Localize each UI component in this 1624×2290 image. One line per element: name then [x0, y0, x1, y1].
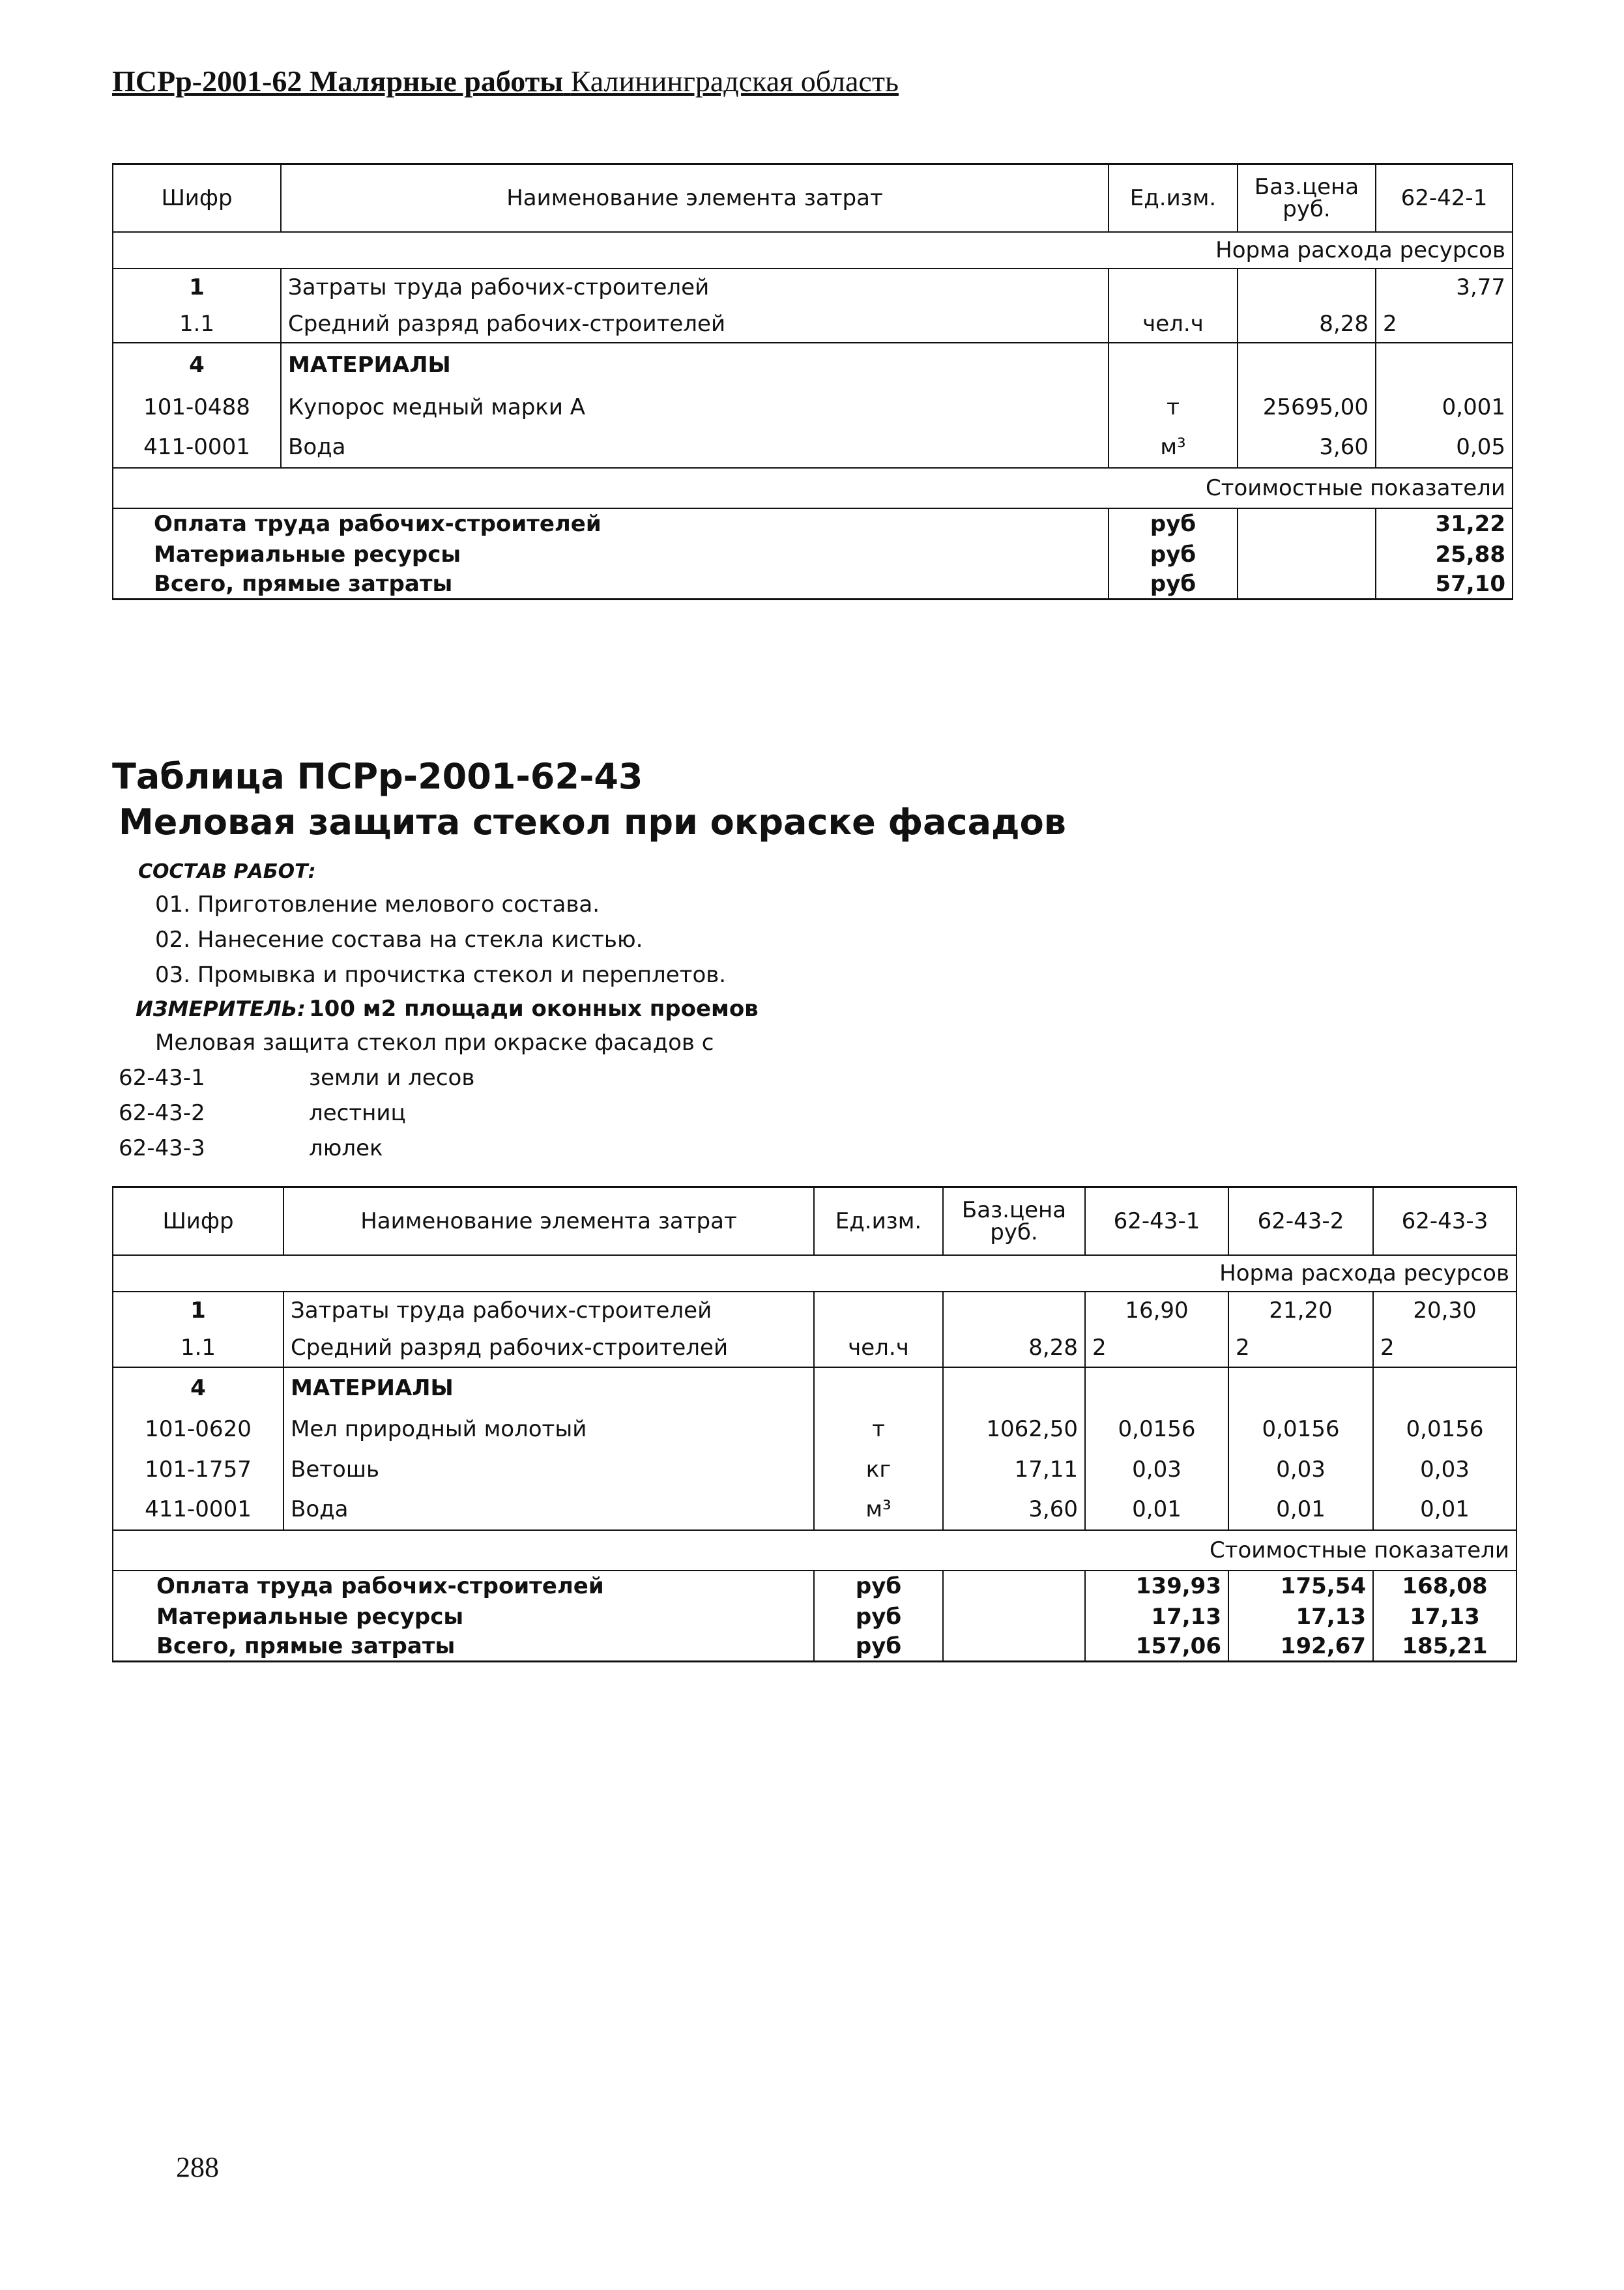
row-name: МАТЕРИАЛЫ	[281, 343, 1109, 387]
total-unit: руб	[814, 1602, 943, 1632]
row-value-1: 2	[1085, 1329, 1228, 1367]
row-value: 2	[1376, 306, 1513, 343]
totals-row	[113, 508, 1513, 540]
row-name: Затраты труда рабочих-строителей	[283, 1292, 814, 1329]
row-value-2: 0,0156	[1228, 1409, 1373, 1449]
row-price: 3,60	[943, 1490, 1085, 1530]
total-value-3: 17,13	[1373, 1602, 1516, 1632]
row-name: Средний разряд рабочих-строителей	[281, 306, 1109, 343]
section-desc: Меловая защита стекол при окраске фасадов с	[155, 1030, 714, 1056]
total-unit: руб	[1109, 570, 1238, 600]
total-value-1: 157,06	[1085, 1632, 1228, 1662]
table-row	[113, 1409, 1516, 1449]
total-name: Оплата труда рабочих-строителей	[113, 1571, 814, 1602]
row-value-3: 20,30	[1373, 1292, 1516, 1329]
row-code: 1.1	[113, 1329, 283, 1367]
row-name: Затраты труда рабочих-строителей	[281, 268, 1109, 306]
total-value-3: 168,08	[1373, 1571, 1516, 1602]
table-row	[113, 1329, 1516, 1367]
row-unit: чел.ч	[814, 1329, 943, 1367]
row-code: 1	[113, 1292, 283, 1329]
row-unit	[814, 1292, 943, 1329]
row-price: 3,60	[1238, 428, 1376, 468]
row-value-2: 2	[1228, 1329, 1373, 1367]
row-price: 8,28	[1238, 306, 1376, 343]
page-number: 288	[176, 2151, 219, 2183]
row-name: Средний разряд рабочих-строителей	[283, 1329, 814, 1367]
variant-code: 62-43-3	[119, 1135, 205, 1161]
total-value: 25,88	[1376, 540, 1513, 570]
row-value-1: 0,03	[1085, 1449, 1228, 1490]
total-unit: руб	[814, 1632, 943, 1662]
section-title: Таблица ПСРр-2001-62-43	[112, 756, 643, 797]
total-name: Всего, прямые затраты	[113, 570, 1109, 600]
total-value: 31,22	[1376, 508, 1513, 540]
row-name: Вода	[283, 1490, 814, 1530]
total-name: Всего, прямые затраты	[113, 1632, 814, 1662]
table-row	[113, 1292, 1516, 1329]
row-code: 411-0001	[113, 1490, 283, 1530]
section-subtitle: Меловая защита стекол при окраске фасадов	[119, 802, 1066, 843]
table-row	[113, 1449, 1516, 1490]
row-code: 1.1	[113, 306, 281, 343]
row-name: Купорос медный марки А	[281, 387, 1109, 428]
row-price: 17,11	[943, 1449, 1085, 1490]
table-header-row	[113, 1187, 1516, 1255]
norm-label: Норма расхода ресурсов	[113, 1255, 1516, 1292]
table-row	[113, 268, 1513, 306]
row-price: 8,28	[943, 1329, 1085, 1367]
variant-code: 62-43-2	[119, 1100, 205, 1126]
table-row	[113, 387, 1513, 428]
total-value-1: 17,13	[1085, 1602, 1228, 1632]
table-62-43	[112, 1186, 1517, 1662]
col-header-variant-3: 62-43-3	[1373, 1187, 1516, 1255]
table-header-row	[113, 164, 1513, 232]
row-value-1: 16,90	[1085, 1292, 1228, 1329]
col-header-unit: Ед.изм.	[814, 1187, 943, 1255]
total-unit: руб	[1109, 508, 1238, 540]
variant-code: 62-43-1	[119, 1065, 205, 1091]
work-item: 02. Нанесение состава на стекла кистью.	[155, 927, 643, 953]
total-value-2: 17,13	[1228, 1602, 1373, 1632]
row-price: 1062,50	[943, 1409, 1085, 1449]
header-region: Калининградская область	[570, 65, 899, 98]
row-value-3: 0,01	[1373, 1490, 1516, 1530]
row-unit: кг	[814, 1449, 943, 1490]
row-value-2: 0,01	[1228, 1490, 1373, 1530]
variant-name: земли и лесов	[309, 1065, 475, 1091]
col-header-price: Баз.цена руб.	[1238, 164, 1376, 232]
totals-row	[113, 1571, 1516, 1602]
row-value-2: 0,03	[1228, 1449, 1373, 1490]
table-row	[113, 1367, 1516, 1409]
work-item: 03. Промывка и прочистка стекол и переплетов.	[155, 962, 727, 988]
row-code: 4	[113, 1367, 283, 1409]
row-code: 411-0001	[113, 428, 281, 468]
variant-name: лестниц	[309, 1100, 406, 1126]
total-unit: руб	[814, 1571, 943, 1602]
row-unit: м³	[814, 1490, 943, 1530]
row-price	[943, 1292, 1085, 1329]
row-name: Мел природный молотый	[283, 1409, 814, 1449]
meter-line	[136, 996, 759, 1022]
total-value-2: 175,54	[1228, 1571, 1373, 1602]
col-header-name: Наименование элемента затрат	[283, 1187, 814, 1255]
col-header-variant: 62-42-1	[1376, 164, 1513, 232]
row-name: Вода	[281, 428, 1109, 468]
row-value: 0,05	[1376, 428, 1513, 468]
table-row	[113, 1490, 1516, 1530]
row-unit: м³	[1109, 428, 1238, 468]
col-header-code: Шифр	[113, 164, 281, 232]
col-header-variant-2: 62-43-2	[1228, 1187, 1373, 1255]
row-code: 101-0488	[113, 387, 281, 428]
total-value: 57,10	[1376, 570, 1513, 600]
row-unit: чел.ч	[1109, 306, 1238, 343]
total-name: Материальные ресурсы	[113, 540, 1109, 570]
total-value-1: 139,93	[1085, 1571, 1228, 1602]
col-header-variant-1: 62-43-1	[1085, 1187, 1228, 1255]
total-unit: руб	[1109, 540, 1238, 570]
totals-row	[113, 570, 1513, 600]
col-header-unit: Ед.изм.	[1109, 164, 1238, 232]
table-62-42	[112, 163, 1513, 600]
works-label: СОСТАВ РАБОТ:	[138, 860, 316, 883]
header-code: ПСРр-2001-62 Малярные работы	[112, 65, 564, 98]
page-header	[112, 64, 899, 98]
col-header-code: Шифр	[113, 1187, 283, 1255]
totals-row	[113, 540, 1513, 570]
cost-label: Стоимостные показатели	[113, 468, 1513, 508]
row-value-3: 0,03	[1373, 1449, 1516, 1490]
row-code: 101-1757	[113, 1449, 283, 1490]
table-row	[113, 428, 1513, 468]
row-value: 3,77	[1376, 268, 1513, 306]
work-item: 01. Приготовление мелового состава.	[155, 891, 600, 918]
row-unit	[1109, 268, 1238, 306]
row-value-2: 21,20	[1228, 1292, 1373, 1329]
total-name: Материальные ресурсы	[113, 1602, 814, 1632]
row-code: 4	[113, 343, 281, 387]
totals-row	[113, 1632, 1516, 1662]
totals-row	[113, 1602, 1516, 1632]
row-price	[1238, 268, 1376, 306]
total-name: Оплата труда рабочих-строителей	[113, 508, 1109, 540]
total-value-3: 185,21	[1373, 1632, 1516, 1662]
row-name: Ветошь	[283, 1449, 814, 1490]
col-header-name: Наименование элемента затрат	[281, 164, 1109, 232]
row-name: МАТЕРИАЛЫ	[283, 1367, 814, 1409]
row-unit: т	[1109, 387, 1238, 428]
norm-label: Норма расхода ресурсов	[113, 232, 1513, 268]
total-value-2: 192,67	[1228, 1632, 1373, 1662]
row-value-1: 0,01	[1085, 1490, 1228, 1530]
row-code: 1	[113, 268, 281, 306]
row-value-1: 0,0156	[1085, 1409, 1228, 1449]
row-value-3: 0,0156	[1373, 1409, 1516, 1449]
variant-name: люлек	[309, 1135, 383, 1161]
row-value-3: 2	[1373, 1329, 1516, 1367]
row-price: 25695,00	[1238, 387, 1376, 428]
row-unit: т	[814, 1409, 943, 1449]
meter-value: 100 м2 площади оконных проемов	[309, 996, 759, 1022]
row-code: 101-0620	[113, 1409, 283, 1449]
cost-label: Стоимостные показатели	[113, 1530, 1516, 1571]
table-row	[113, 343, 1513, 387]
row-value: 0,001	[1376, 387, 1513, 428]
meter-label: ИЗМЕРИТЕЛЬ:	[136, 996, 306, 1021]
table-row	[113, 306, 1513, 343]
col-header-price: Баз.цена руб.	[943, 1187, 1085, 1255]
